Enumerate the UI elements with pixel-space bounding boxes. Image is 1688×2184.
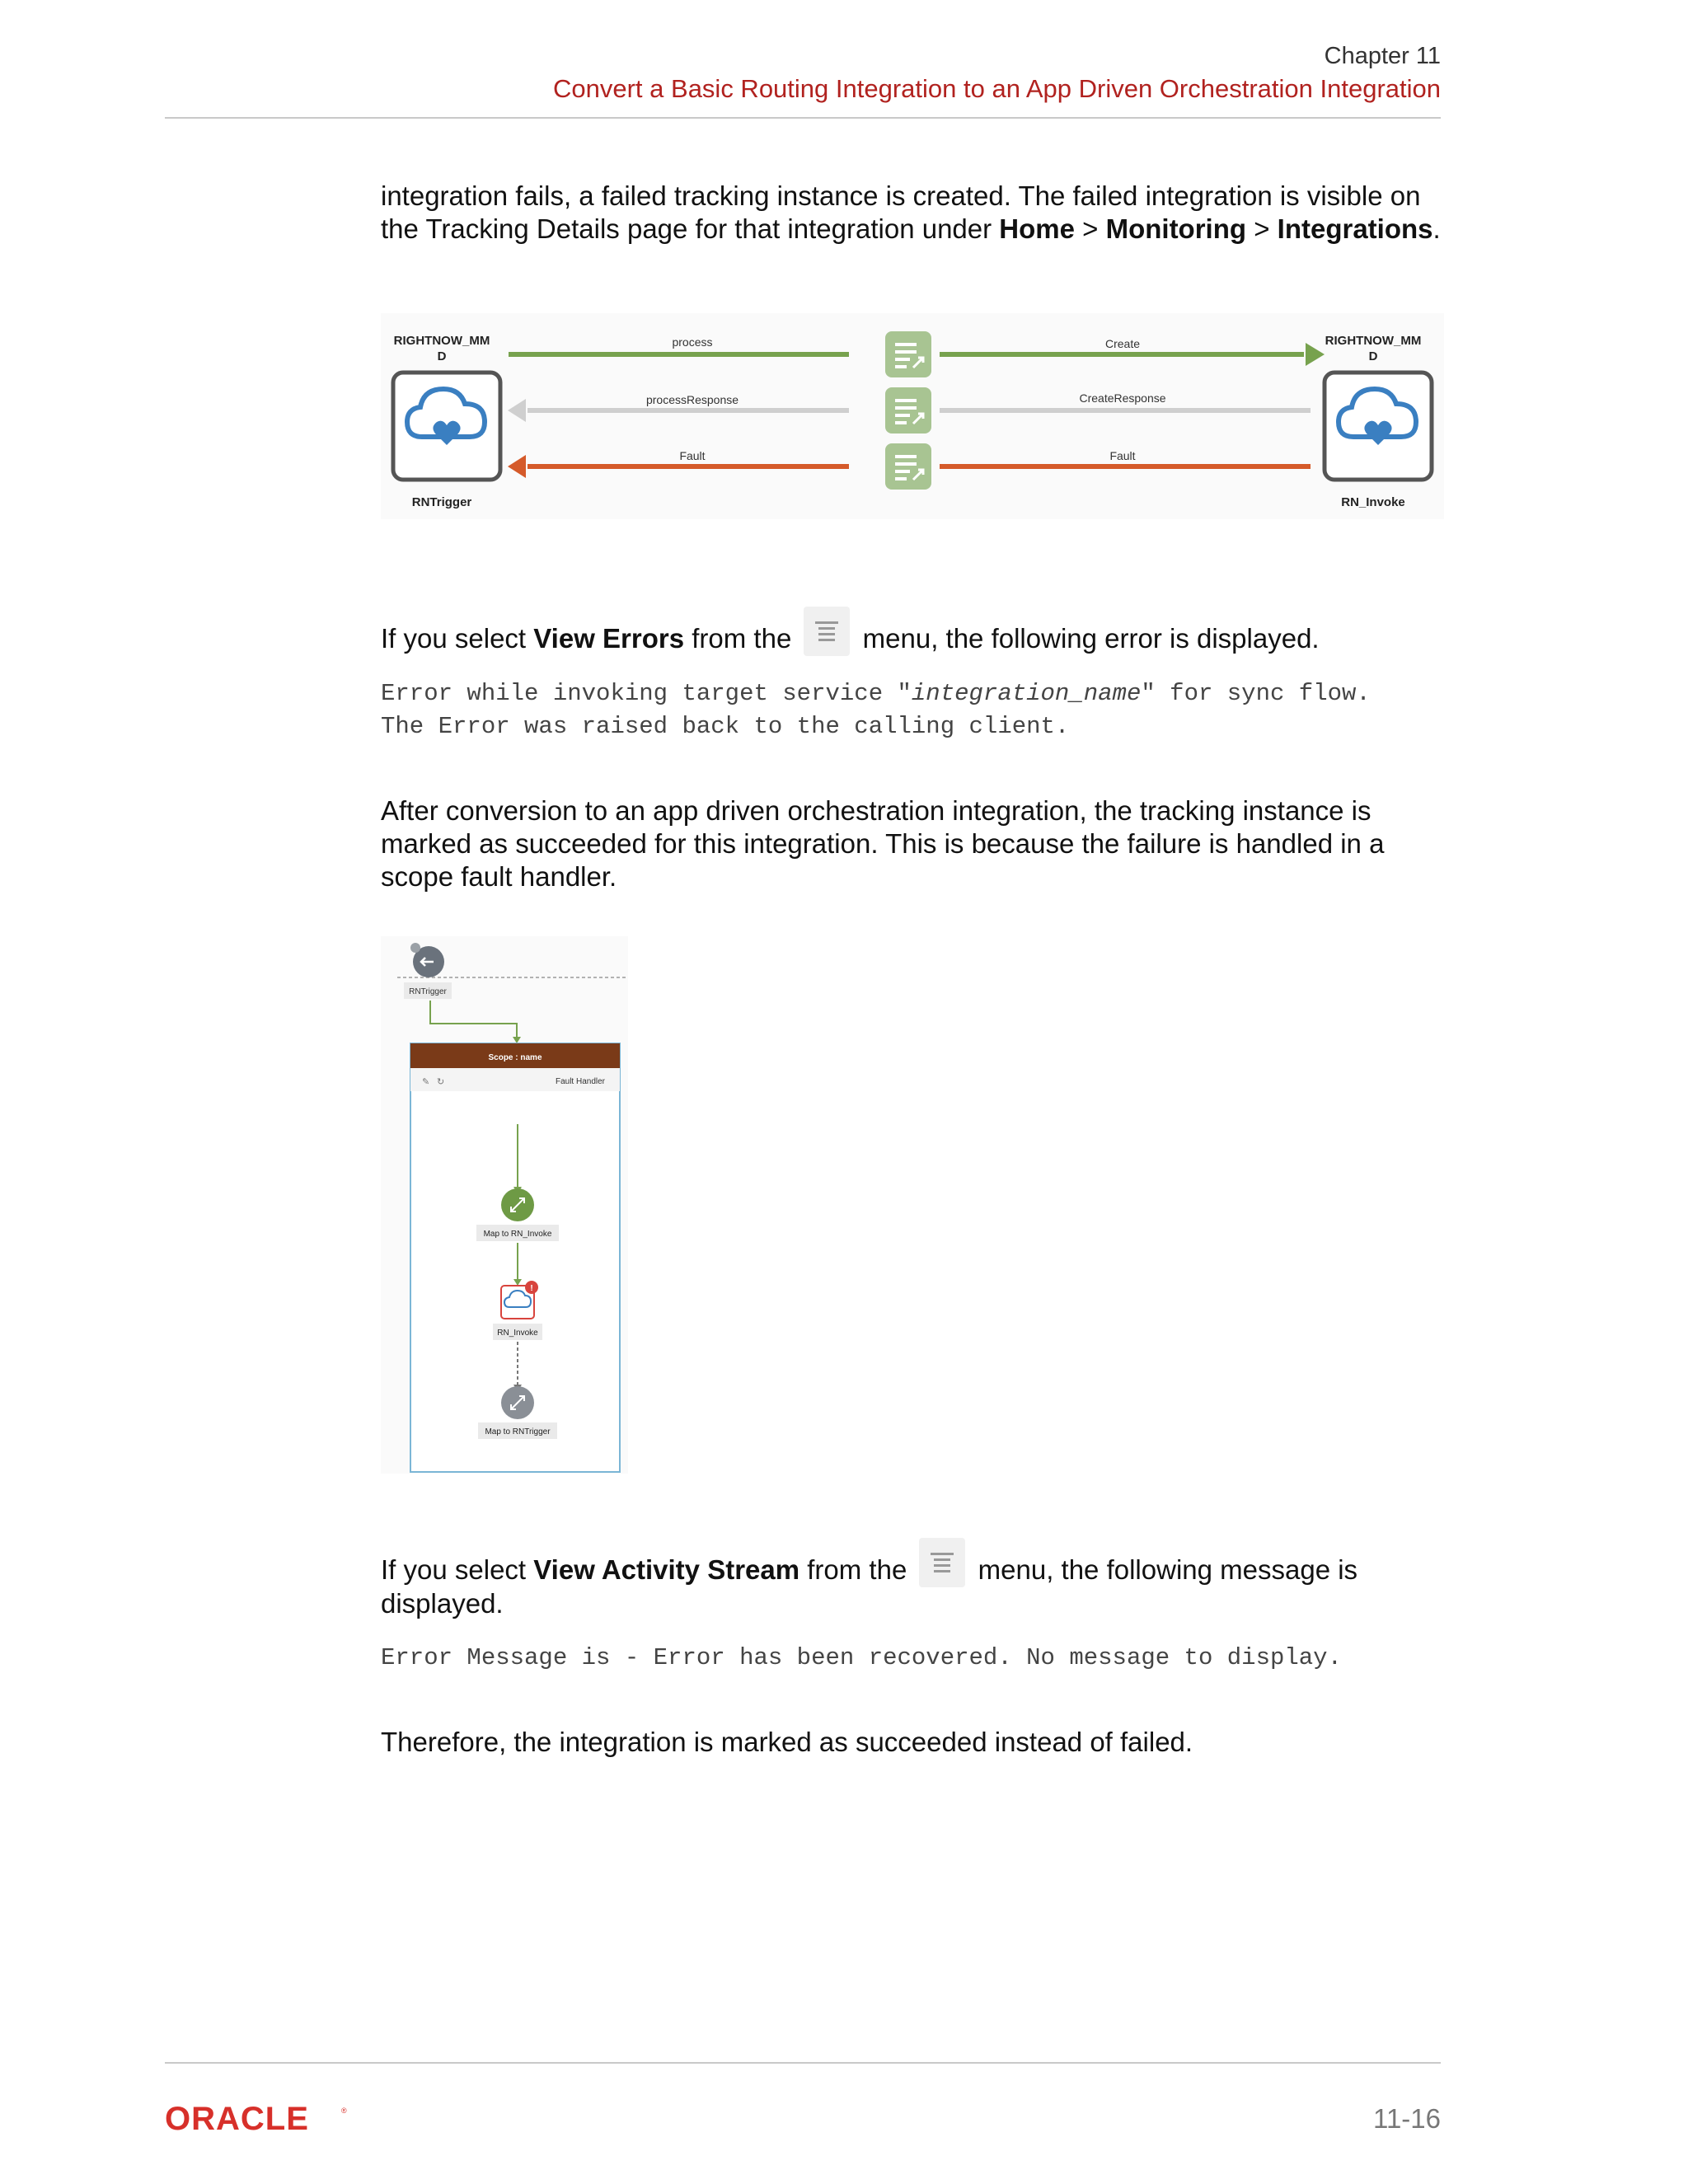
map-icon [885,387,931,434]
monitoring-term: Monitoring [1105,213,1247,244]
right-endpoint-name: RN_Invoke [1341,495,1405,509]
hamburger-menu-icon [919,1538,965,1587]
map-to-trigger-label: Map to RNTrigger [485,1427,551,1436]
paragraph-after-conversion: After conversion to an app driven orchestration integration, the tracking instance is marked as succeeded for this integration. This is because the failure is handled in a scope fault handler. [381,795,1385,892]
oracle-logo [165,2102,354,2135]
p4-prefix: If you select [381,1554,534,1585]
scope-title: Scope : name [488,1053,542,1062]
cloud-heart-icon [393,373,500,480]
left-endpoint-label: RIGHTNOW_MM [393,334,490,348]
paragraph-view-errors [381,607,1444,656]
error-code-block [381,677,1371,743]
period: . [1432,213,1441,244]
left-endpoint-label-2: D [437,349,447,363]
header-rule [165,117,1441,119]
chapter-title: Convert a Basic Routing Integration to an App Driven Orchestration Integration [553,74,1441,103]
fault-label-right: Fault [1109,449,1136,462]
footer-rule [165,2062,1441,2064]
p2-prefix: If you select [381,623,534,654]
edit-icon: ✎ [422,1076,430,1087]
home-term: Home [999,213,1075,244]
paragraph-conclusion: Therefore, the integration is marked as succeeded instead of failed. [381,1727,1193,1757]
left-endpoint-name: RNTrigger [411,495,472,509]
svg-text:ORACLE: ORACLE [165,2102,309,2135]
p2-suffix: menu, the following error is displayed. [855,623,1320,654]
svg-text:®: ® [341,2107,347,2115]
create-label: Create [1104,337,1141,350]
chapter-label: Chapter 11 [1324,43,1441,69]
page-number: 11-16 [1373,2103,1441,2134]
code1-line2: The Error was raised back to the calling client. [381,713,1070,740]
p1-text: integration fails, a failed tracking instance is created. The failed integration is visible on the Tracking Details page for that integration under [381,180,1421,244]
activity-code-block: Error Message is - Error has been recovered. No message to display. [381,1644,1342,1671]
invoke-label: RN_Invoke [497,1329,538,1338]
create-response-label: CreateResponse [1079,391,1166,405]
separator: > [1074,213,1106,244]
routing-diagram [381,313,1444,519]
code1-line1-end: " for sync flow. [1141,680,1371,707]
hamburger-menu-icon [804,607,850,656]
p4-suffix: menu, the following message is displayed. [381,1554,1358,1619]
view-activity-stream-term: View Activity Stream [533,1554,800,1585]
p2-mid: from the [684,623,799,654]
view-errors-term: View Errors [533,623,685,654]
integration-name-var: integration_name [911,680,1142,707]
p4-mid: from the [799,1554,915,1585]
cloud-heart-icon [1325,373,1432,480]
integrations-term: Integrations [1277,213,1433,244]
right-endpoint-label-2: D [1368,349,1378,363]
map-icon [885,443,931,490]
svg-text:!: ! [530,1284,533,1293]
trigger-label: RNTrigger [409,987,447,996]
paragraph-tracking [381,180,1444,246]
paragraph-view-activity-stream [381,1538,1444,1620]
separator: > [1246,213,1278,244]
fault-label-left: Fault [679,449,706,462]
refresh-icon: ↻ [437,1076,445,1087]
right-endpoint-label: RIGHTNOW_MM [1325,334,1422,348]
process-label: process [672,335,713,349]
map-to-invoke-label: Map to RN_Invoke [483,1230,552,1239]
map-icon [885,331,931,377]
process-response-label: processResponse [645,393,739,406]
orchestration-diagram [381,936,628,1474]
fault-handler-label: Fault Handler [555,1077,605,1086]
code1-line1-start: Error while invoking target service " [381,680,912,707]
